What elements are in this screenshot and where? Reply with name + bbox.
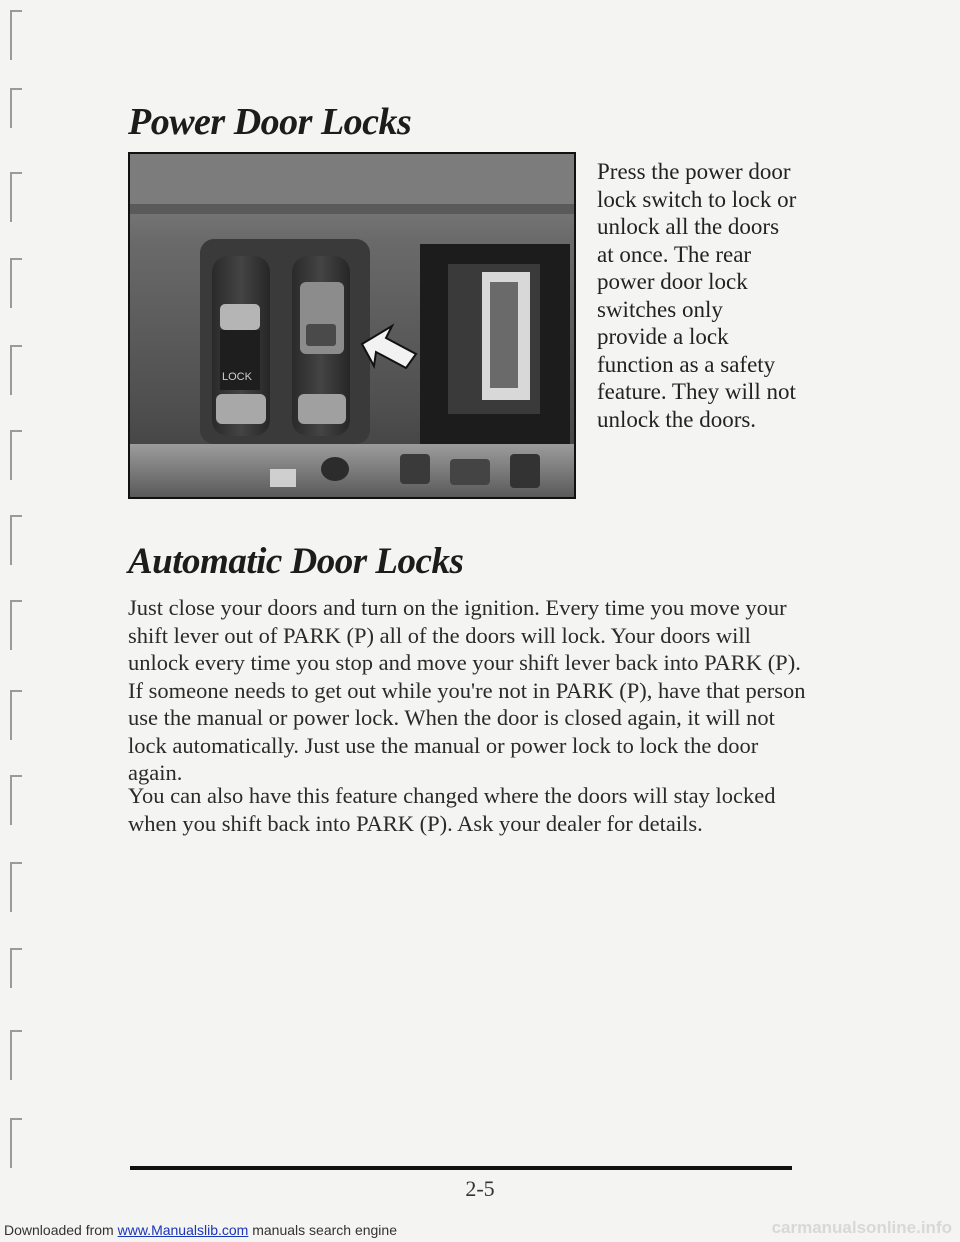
manualslib-link[interactable]: www.Manualslib.com bbox=[117, 1222, 249, 1238]
footer-prefix: Downloaded from bbox=[4, 1222, 114, 1238]
binding-tick bbox=[10, 10, 12, 60]
watermark: carmanualsonline.info bbox=[771, 1218, 952, 1237]
door-lock-switch-photo bbox=[128, 152, 576, 499]
page-number: 2-5 bbox=[465, 1176, 495, 1201]
binding-tick bbox=[10, 88, 12, 128]
binding-tick bbox=[10, 948, 12, 988]
binding-tick bbox=[10, 1030, 12, 1080]
power-door-locks-description: Press the power door lock switch to lock or unlock all the doors at once. The rear power door lock switches only provide a lock function as a safety feature. They will not unlock the doors. bbox=[597, 159, 797, 432]
automatic-door-locks-paragraph-2: You can also have this feature changed where the doors will stay locked when you shift back into PARK (P). Ask your dealer for details. bbox=[128, 783, 776, 836]
binding-tick bbox=[10, 172, 12, 222]
binding-tick bbox=[10, 430, 12, 480]
section-title-power-door-locks: Power Door Locks bbox=[128, 101, 412, 143]
binding-tick bbox=[10, 515, 12, 565]
binding-tick bbox=[10, 345, 12, 395]
binding-tick bbox=[10, 775, 12, 825]
automatic-door-locks-paragraph-1: Just close your doors and turn on the ignition. Every time you move your shift lever out of PARK (P) all of the doors will lock. Your doors will unlock every time you stop and move your shift lever back into PARK (P). If someone needs to get out while you're not in PARK (P), have that person use the manual or power lock. When the door is closed again, it will not lock automatically. Just use the manual or power lock to lock the door again. bbox=[128, 595, 806, 785]
section-title-automatic-door-locks: Automatic Door Locks bbox=[128, 541, 464, 582]
download-footer bbox=[4, 1222, 397, 1238]
binding-tick bbox=[10, 258, 12, 308]
footer-rule bbox=[130, 1166, 792, 1170]
binding-tick bbox=[10, 1118, 12, 1168]
door-panel-illustration bbox=[130, 154, 574, 497]
binding-tick bbox=[10, 862, 12, 912]
lock-switch-label: LOCK bbox=[222, 371, 252, 383]
footer-suffix: manuals search engine bbox=[252, 1222, 397, 1238]
binding-tick bbox=[10, 690, 12, 740]
binding-tick bbox=[10, 600, 12, 650]
